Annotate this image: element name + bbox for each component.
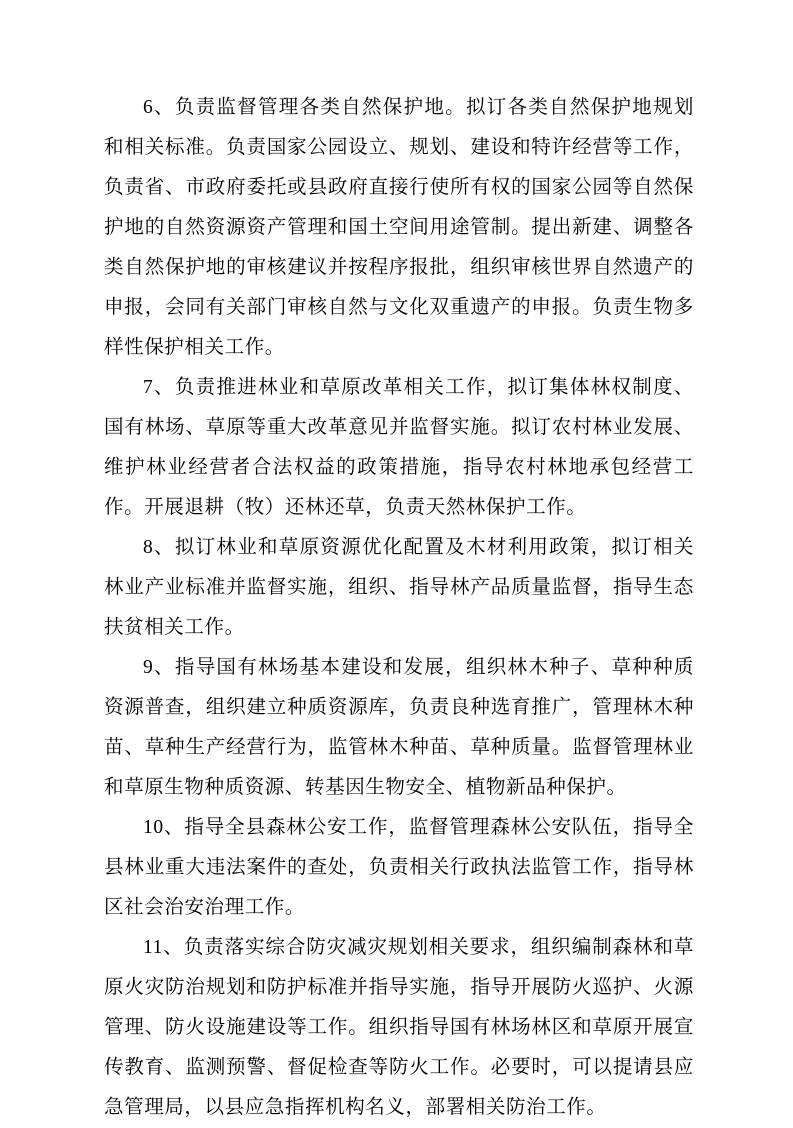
paragraph-10: 10、指导全县森林公安工作，监督管理森林公安队伍，指导全县林业重大违法案件的查处，负责相关行政执法监管工作，指导林区社会治安治理工作。: [104, 817, 694, 918]
paragraph-8: 8、拟订林业和草原资源优化配置及木材利用政策，拟订相关林业产业标准并监督实施，组织、指导林产品质量监督，指导生态扶贫相关工作。: [104, 537, 694, 638]
paragraph-9: 9、指导国有林场基本建设和发展，组织林木种子、草种种质资源普查，组织建立种质资源库，负责良种选育推广，管理林木种苗、草种生产经营行为，监管林木种苗、草种质量。监督管理林业和草原生物种质资源、转基因生物安全、植物新品种保护。: [104, 657, 694, 798]
paragraph-6: 6、负责监督管理各类自然保护地。拟订各类自然保护地规划和相关标准。负责国家公园设立、规划、建设和特许经营等工作，负责省、市政府委托或县政府直接行使所有权的国家公园等自然保护地的自然资源资产管理和国土空间用途管制。提出新建、调整各类自然保护地的审核建议并按程序报批，组织审核世界自然遗产的申报，会同有关部门审核自然与文化双重遗产的申报。负责生物多样性保护相关工作。: [104, 97, 694, 358]
paragraph-7: 7、负责推进林业和草原改革相关工作，拟订集体林权制度、国有林场、草原等重大改革意见并监督实施。拟订农村林业发展、维护林业经营者合法权益的政策措施，指导农村林地承包经营工作。开展退耕（牧）还林还草，负责天然林保护工作。: [104, 377, 694, 518]
paragraph-11: 11、负责落实综合防灾减灾规划相关要求，组织编制森林和草原火灾防治规划和防护标准并指导实施，指导开展防火巡护、火源管理、防火设施建设等工作。组织指导国有林场林区和草原开展宣传教育、监测预警、督促检查等防火工作。必要时，可以提请县应急管理局，以县应急指挥机构名义，部署相关防治工作。: [104, 937, 694, 1118]
document-body: [104, 88, 694, 1128]
